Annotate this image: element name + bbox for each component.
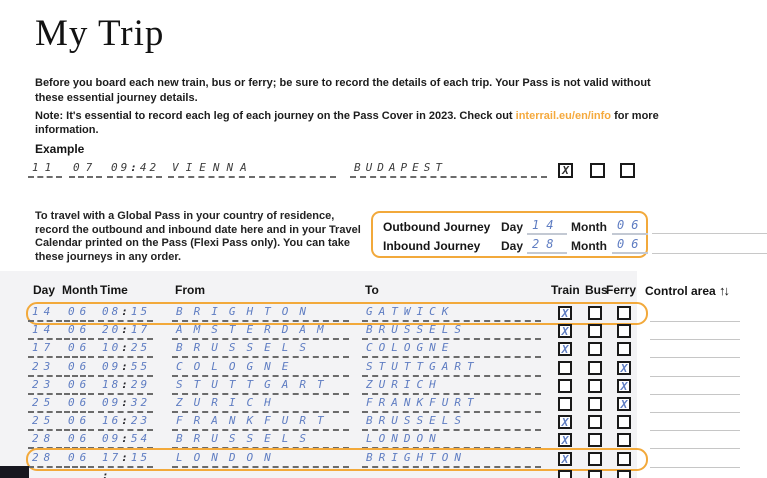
from-field[interactable]: BRUSSELS xyxy=(172,432,349,449)
bus-checkbox[interactable] xyxy=(588,452,602,466)
month-field[interactable]: 06 xyxy=(64,341,94,358)
to-field[interactable]: BRUSSELS xyxy=(362,414,541,431)
ferry-checkbox[interactable] xyxy=(617,379,631,393)
journey-row xyxy=(0,323,767,341)
to-field[interactable]: BRUSSELS xyxy=(362,323,541,340)
time-field[interactable]: 09:32 xyxy=(98,396,153,413)
example-bus-checkbox xyxy=(590,163,605,178)
train-checkbox[interactable] xyxy=(558,379,572,393)
day-field[interactable]: 28 xyxy=(28,451,62,468)
day-field[interactable]: 25 xyxy=(28,396,62,413)
ferry-checkbox[interactable] xyxy=(617,306,631,320)
month-field[interactable]: 06 xyxy=(64,360,94,377)
outbound-day-field[interactable]: 14 xyxy=(527,218,567,235)
bus-checkbox[interactable] xyxy=(588,324,602,338)
train-checkbox[interactable] xyxy=(558,433,572,447)
inbound-month-field[interactable]: 06 xyxy=(612,237,648,254)
header-train: Train xyxy=(551,283,580,297)
day-field[interactable]: 28 xyxy=(28,432,62,449)
bus-checkbox[interactable] xyxy=(588,433,602,447)
ferry-mark: X xyxy=(620,398,628,411)
time-field[interactable]: 17:15 xyxy=(98,451,153,468)
intro-text: Before you board each new train, bus or ferry; be sure to record the details of each trip. Your Pass is not valid without these essential journey details. xyxy=(35,77,651,104)
day-field[interactable]: 25 xyxy=(28,414,62,431)
journey-row xyxy=(0,360,767,378)
month-field[interactable]: 06 xyxy=(64,451,94,468)
train-mark: X xyxy=(561,343,569,357)
header-day: Day xyxy=(33,283,56,297)
inbound-label: Inbound Journey xyxy=(383,239,481,253)
from-field[interactable]: STUTTGART xyxy=(172,378,349,395)
time-field[interactable]: 08:15 xyxy=(98,305,153,322)
ferry-mark: X xyxy=(620,379,628,393)
example-month-field: 07 xyxy=(69,161,102,178)
train-checkbox[interactable] xyxy=(558,415,572,429)
outbound-label: Outbound Journey xyxy=(383,220,491,234)
to-field[interactable]: LONDON xyxy=(362,432,541,449)
train-mark: X xyxy=(561,307,569,320)
ferry-checkbox[interactable] xyxy=(617,397,631,411)
day-field[interactable]: 14 xyxy=(28,305,62,322)
bus-checkbox[interactable] xyxy=(588,379,602,393)
from-field[interactable] xyxy=(172,469,349,478)
residence-note: To travel with a Global Pass in your country of residence, record the outbound and inbound date here and in your Travel Calendar printed on the Pass (Flexi Pass only). You can take these journeys in any order. xyxy=(35,210,361,263)
control-area-line[interactable] xyxy=(650,467,740,468)
train-checkbox[interactable] xyxy=(558,397,572,411)
control-area-line[interactable] xyxy=(650,321,740,322)
month-field[interactable]: 06 xyxy=(64,432,94,449)
journey-row xyxy=(0,341,767,359)
day-field[interactable]: 23 xyxy=(28,378,62,395)
bus-checkbox[interactable] xyxy=(588,397,602,411)
example-to-field: BUDAPEST xyxy=(350,161,547,178)
to-field[interactable]: BRIGHTON xyxy=(362,451,541,468)
bus-checkbox[interactable] xyxy=(588,306,602,320)
to-field[interactable]: FRANKFURT xyxy=(362,396,541,413)
bus-checkbox[interactable] xyxy=(588,342,602,356)
control-area-line[interactable] xyxy=(650,376,740,377)
cropped-corner-element xyxy=(0,466,29,478)
ferry-checkbox[interactable] xyxy=(617,361,631,375)
example-train-mark: X xyxy=(562,164,569,177)
note-tail: for more information. xyxy=(35,110,659,136)
control-area-line[interactable] xyxy=(650,394,740,395)
header-control-area xyxy=(645,283,728,298)
day-field[interactable] xyxy=(28,469,62,478)
info-link[interactable]: interrail.eu/en/info xyxy=(515,110,612,122)
header-from: From xyxy=(175,283,205,297)
to-field[interactable] xyxy=(362,469,541,478)
journey-row xyxy=(0,432,767,450)
day-field[interactable]: 14 xyxy=(28,323,62,340)
time-field[interactable]: 09:55 xyxy=(98,360,153,377)
example-label: Example xyxy=(35,142,85,156)
header-time: Time xyxy=(100,283,128,297)
ferry-checkbox[interactable] xyxy=(617,415,631,429)
month-field[interactable]: 06 xyxy=(64,323,94,340)
from-field[interactable]: FRANKFURT xyxy=(172,414,349,431)
train-mark: X xyxy=(561,416,569,430)
header-bus: Bus xyxy=(585,283,608,297)
month-field[interactable]: 06 xyxy=(64,305,94,322)
example-from-field: VIENNA xyxy=(168,161,336,178)
example-day-field: 11 xyxy=(28,161,62,178)
control-area-line[interactable] xyxy=(650,412,740,413)
bus-checkbox[interactable] xyxy=(588,361,602,375)
page-title: My Trip xyxy=(35,13,165,54)
train-checkbox[interactable] xyxy=(558,306,572,320)
sort-arrows-icon[interactable]: ↑↓ xyxy=(719,283,729,298)
control-area-label: Control area xyxy=(645,284,716,298)
outbound-month-label: Month xyxy=(571,220,607,234)
time-field[interactable]: 09:54 xyxy=(98,432,153,449)
outbound-control-line[interactable] xyxy=(652,233,767,234)
example-train-checkbox xyxy=(558,163,573,178)
note-body: It's essential to record each leg of each journey on the Pass Cover in 2023. Check out xyxy=(63,110,516,122)
ferry-mark: X xyxy=(620,361,628,375)
journey-row xyxy=(0,469,767,478)
note-text xyxy=(35,109,725,137)
journey-row xyxy=(0,378,767,396)
train-checkbox[interactable] xyxy=(558,361,572,375)
month-field[interactable]: 06 xyxy=(64,396,94,413)
day-field[interactable]: 23 xyxy=(28,360,62,377)
month-field[interactable]: 06 xyxy=(64,414,94,431)
to-field[interactable]: COLOGNE xyxy=(362,341,541,358)
train-mark: X xyxy=(561,452,569,466)
control-area-line[interactable] xyxy=(650,430,740,431)
journey-row xyxy=(0,451,767,469)
journey-row xyxy=(0,305,767,323)
from-field[interactable]: AMSTERDAM xyxy=(172,323,349,340)
ferry-checkbox[interactable] xyxy=(617,342,631,356)
from-field[interactable]: ZURICH xyxy=(172,396,349,413)
from-field[interactable]: BRUSSELS xyxy=(172,341,349,358)
month-field[interactable] xyxy=(64,469,94,478)
header-month: Month xyxy=(62,283,98,297)
inbound-control-line[interactable] xyxy=(652,253,767,254)
from-field[interactable]: COLOGNE xyxy=(172,360,349,377)
time-field[interactable]: : xyxy=(98,469,153,478)
journey-row xyxy=(0,414,767,432)
from-field[interactable]: BRIGHTON xyxy=(172,305,349,322)
header-ferry: Ferry xyxy=(606,283,637,297)
to-field[interactable]: ZURICH xyxy=(362,378,541,395)
train-checkbox[interactable] xyxy=(558,342,572,356)
ferry-checkbox[interactable] xyxy=(617,324,631,338)
note-label: Note: xyxy=(35,110,64,122)
from-field[interactable]: LONDON xyxy=(172,451,349,468)
control-area-line[interactable] xyxy=(650,339,740,340)
bus-checkbox[interactable] xyxy=(588,470,602,478)
inbound-day-field[interactable]: 28 xyxy=(527,237,567,254)
inbound-day-label: Day xyxy=(501,239,524,253)
time-field[interactable]: 10:25 xyxy=(98,341,153,358)
train-mark: X xyxy=(561,325,569,339)
journey-row xyxy=(0,396,767,414)
time-field[interactable]: 16:23 xyxy=(98,414,153,431)
journey-dates-box xyxy=(371,211,648,258)
to-field[interactable]: GATWICK xyxy=(362,305,541,322)
control-area-line[interactable] xyxy=(650,357,740,358)
inbound-month-label: Month xyxy=(571,239,607,253)
outbound-row xyxy=(383,218,646,236)
ferry-checkbox[interactable] xyxy=(617,433,631,447)
day-field[interactable]: 17 xyxy=(28,341,62,358)
example-time-field: 09:42 xyxy=(107,161,162,178)
train-mark: X xyxy=(561,434,569,448)
train-checkbox[interactable] xyxy=(558,470,572,478)
outbound-day-label: Day xyxy=(501,220,524,234)
control-area-line[interactable] xyxy=(650,448,740,449)
ferry-checkbox[interactable] xyxy=(617,452,631,466)
outbound-month-field[interactable]: 06 xyxy=(612,218,648,235)
train-checkbox[interactable] xyxy=(558,452,572,466)
header-to: To xyxy=(365,283,379,297)
to-field[interactable]: STUTTGART xyxy=(362,360,541,377)
bus-checkbox[interactable] xyxy=(588,415,602,429)
time-field[interactable]: 20:17 xyxy=(98,323,153,340)
inbound-row xyxy=(383,237,646,255)
month-field[interactable]: 06 xyxy=(64,378,94,395)
time-field[interactable]: 18:29 xyxy=(98,378,153,395)
example-ferry-checkbox xyxy=(620,163,635,178)
train-checkbox[interactable] xyxy=(558,324,572,338)
ferry-checkbox[interactable] xyxy=(617,470,631,478)
